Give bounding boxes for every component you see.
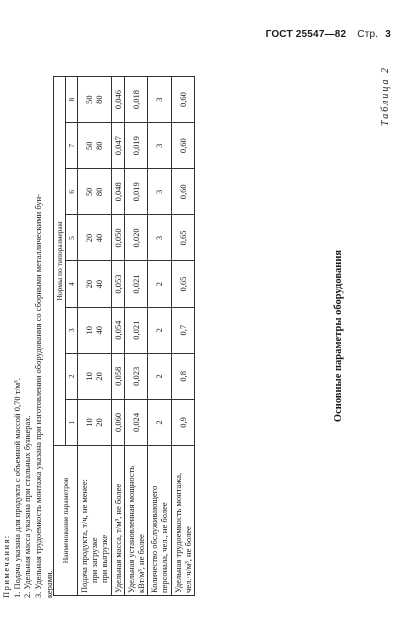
row-value: 0,053 [111,261,124,307]
table-body [78,77,195,596]
row-label [124,446,147,596]
row-value: 0,058 [111,353,124,399]
page-number: 3 [385,29,391,40]
parameters-table [53,76,195,596]
size-header: 5 [66,215,78,261]
table-row [111,77,124,596]
row-value: 0,047 [111,123,124,169]
notes-heading: Примечания: [1,534,11,598]
row-value: 0,60 [171,77,194,123]
size-header: 6 [66,169,78,215]
row-value: 0,054 [111,307,124,353]
row-value: 0,65 [171,261,194,307]
row-value: 10 40 [78,307,112,353]
row-value: 0,046 [111,77,124,123]
row-value: 10 20 [78,353,112,399]
row-label [111,446,124,596]
row-value: 0,021 [124,307,147,353]
row-label-text: Удельная масса, т/м³, не более [112,483,123,593]
size-header: 7 [66,123,78,169]
row-value: 0,7 [171,307,194,353]
row-value: 3 [148,169,171,215]
row-sublabel: при загрузке [89,537,100,583]
row-value: 50 80 [78,169,112,215]
row-value: 50 80 [78,123,112,169]
note-item: 1. Подача указана для продукта с объемной массой 0,70 т/м³. [11,378,22,598]
norms-header: Нормы по типоразмерам [54,77,66,446]
row-value: 0,60 [171,169,194,215]
page-label: Стр. [357,29,379,40]
table-title: Основные параметры оборудования [333,249,344,423]
table-row [171,77,194,596]
row-label-text: Удельная установленная мощность кВт/м³, не более [125,465,146,593]
row-value: 20 40 [78,261,112,307]
size-header: 3 [66,307,78,353]
size-header: 8 [66,77,78,123]
row-value: 2 [148,261,171,307]
row-value: 50 80 [78,77,112,123]
row-value: 0,021 [124,261,147,307]
note-item: 2. Удельная масса указана при стальных бункерах. [22,415,33,598]
table-row [124,77,147,596]
row-value: 3 [148,77,171,123]
row-label-text: Удельная трудоемкость монтажа, чел.·ч/м³, не более [172,472,193,593]
table-row [148,77,171,596]
row-value: 0,019 [124,123,147,169]
row-label [78,446,112,596]
row-value: 0,60 [171,123,194,169]
row-value: 0,050 [111,215,124,261]
note-item: 3. Удельная трудоемкость монтажа указана при изготовлении оборудования со сборными металлическими бун- [32,194,43,598]
page-header [266,29,391,40]
row-value: 3 [148,123,171,169]
row-value: 0,019 [124,169,147,215]
row-value: 0,048 [111,169,124,215]
row-sublabel: при выгрузке [99,534,110,583]
table-row [78,77,112,596]
row-label-text: Количество обслуживающего персонала, чел., не более [149,485,170,593]
row-value: 0,65 [171,215,194,261]
row-value: 0,024 [124,399,147,445]
row-value: 0,8 [171,353,194,399]
row-value: 10 20 [78,399,112,445]
standard-number: ГОСТ 25547—82 [265,29,347,40]
row-value: 2 [148,353,171,399]
row-value: 3 [148,215,171,261]
row-value: 0,018 [124,77,147,123]
row-value: 2 [148,399,171,445]
note-item: керами. [43,570,54,598]
row-label [148,446,171,596]
row-label [171,446,194,596]
size-header: 2 [66,353,78,399]
row-value: 0,9 [171,399,194,445]
row-value: 0,060 [111,399,124,445]
table-number: Таблица 2 [380,66,391,126]
param-header: Наименование параметров [54,446,78,596]
rotated-table-area [1,66,391,606]
row-value: 20 40 [78,215,112,261]
row-value: 0,020 [124,215,147,261]
size-header: 1 [66,399,78,445]
size-header: 4 [66,261,78,307]
row-label-text: Подача продукта, т/ч, не менее: [79,479,89,593]
notes [1,68,54,598]
row-value: 2 [148,307,171,353]
row-value: 0,023 [124,353,147,399]
